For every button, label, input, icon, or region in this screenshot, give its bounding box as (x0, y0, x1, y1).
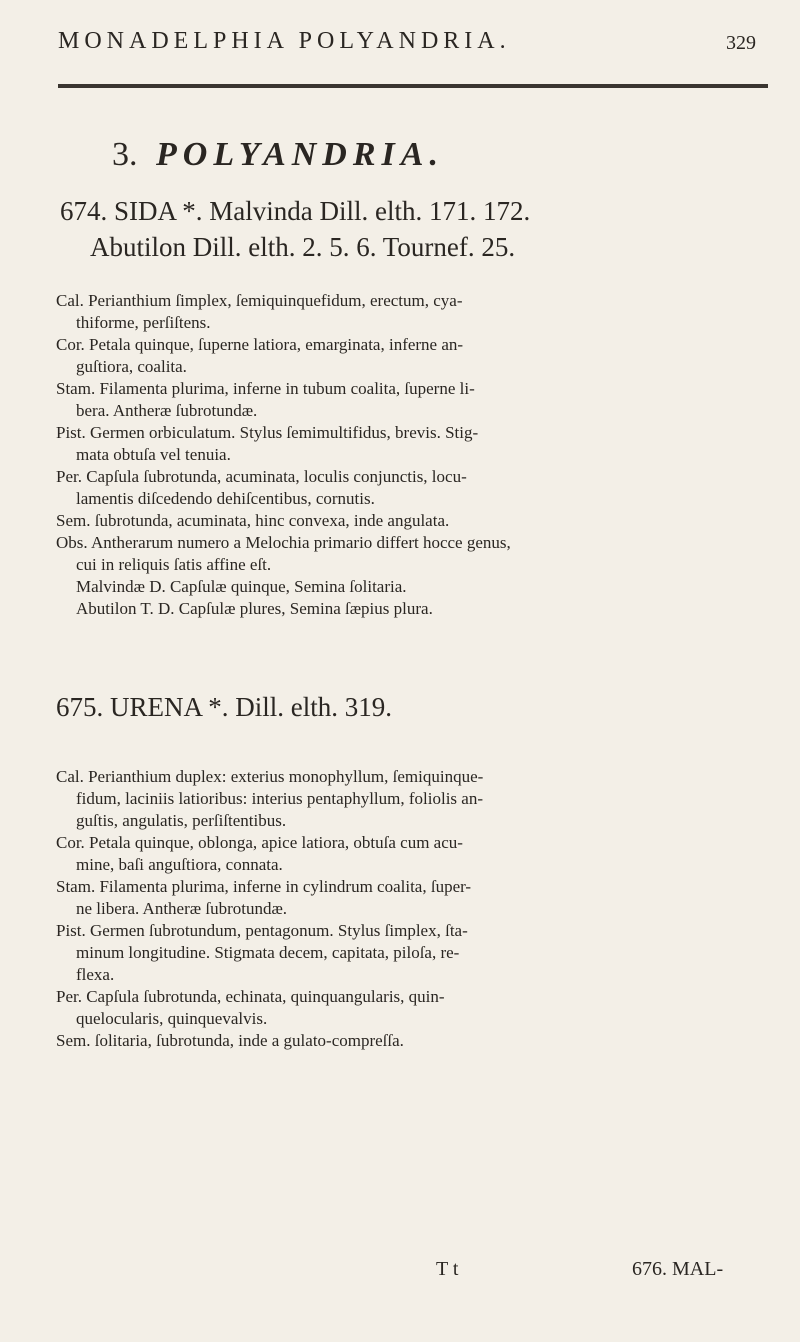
section-heading (112, 136, 444, 174)
text-line: Sem. ſolitaria, ſubrotunda, inde a gulato-compreſſa. (56, 1031, 404, 1050)
genus-675-heading: 675. URENA *. Dill. elth. 319. (56, 692, 392, 722)
text-line: Abutilon T. D. Capſulæ plures, Semina ſæpius plura. (76, 599, 433, 618)
text-line: Obs. Antherarum numero a Melochia primario differt hocce genus, (56, 533, 511, 552)
text-line: Stam. Filamenta plurima, inferne in cylindrum coalita, ſuper- (56, 877, 472, 896)
text-line: Cal. Perianthium duplex: exterius monophyllum, ſemiquinque- (56, 767, 484, 786)
text-line: Per. Capſula ſubrotunda, acuminata, loculis conjunctis, locu- (56, 467, 467, 486)
text-line: cui in reliquis ſatis affine eſt. (76, 555, 272, 574)
running-title: MONADELPHIA POLYANDRIA. (58, 28, 511, 54)
text-line: Cal. Perianthium ſimplex, ſemiquinquefidum, erectum, cya- (56, 291, 463, 310)
text-line: Per. Capſula ſubrotunda, echinata, quinquangularis, quin- (56, 987, 445, 1006)
text-line: bera. Antheræ ſubrotundæ. (76, 401, 258, 420)
text-line: fidum, laciniis latioribus: interius pentaphyllum, foliolis an- (76, 789, 483, 808)
text-line: guſtiora, coalita. (76, 357, 187, 376)
section-number: 3. (112, 136, 138, 173)
text-line: Cor. Petala quinque, oblonga, apice latiora, obtuſa cum acu- (56, 833, 463, 852)
text-line: Pist. Germen ſubrotundum, pentagonum. Stylus ſimplex, ſta- (56, 921, 468, 940)
text-line: Pist. Germen orbiculatum. Stylus ſemimultifidus, brevis. Stig- (56, 423, 479, 442)
text-line: guſtis, angulatis, perſiſtentibus. (76, 811, 287, 830)
text-line: Sem. ſubrotunda, acuminata, hinc convexa, inde angulata. (56, 511, 450, 530)
text-line: ne libera. Antheræ ſubrotundæ. (76, 899, 288, 918)
text-line: mata obtuſa vel tenuia. (76, 445, 231, 464)
signature-mark: T t (436, 1258, 459, 1280)
text-line: Stam. Filamenta plurima, inferne in tubum coalita, ſuperne li- (56, 379, 475, 398)
text-line: flexa. (76, 965, 115, 984)
genus-674-heading: 674. SIDA *. Malvinda Dill. elth. 171. 172. (60, 196, 531, 226)
page-number: 329 (726, 32, 756, 54)
header-rule (58, 84, 768, 88)
catchword: 676. MAL- (632, 1258, 724, 1280)
text-line: quelocularis, quinquevalvis. (76, 1009, 268, 1028)
text-line: mine, baſi anguſtiora, connata. (76, 855, 283, 874)
genus-674-synonym: Abutilon Dill. elth. 2. 5. 6. Tournef. 25. (90, 232, 516, 262)
text-line: Malvindæ D. Capſulæ quinque, Semina ſolitaria. (76, 577, 407, 596)
text-line: lamentis diſcedendo dehiſcentibus, cornutis. (76, 489, 375, 508)
section-title: POLYANDRIA. (156, 136, 444, 173)
text-line: Cor. Petala quinque, ſuperne latiora, emarginata, inferne an- (56, 335, 464, 354)
text-line: minum longitudine. Stigmata decem, capitata, piloſa, re- (76, 943, 460, 962)
text-line: thiforme, perſiſtens. (76, 313, 211, 332)
